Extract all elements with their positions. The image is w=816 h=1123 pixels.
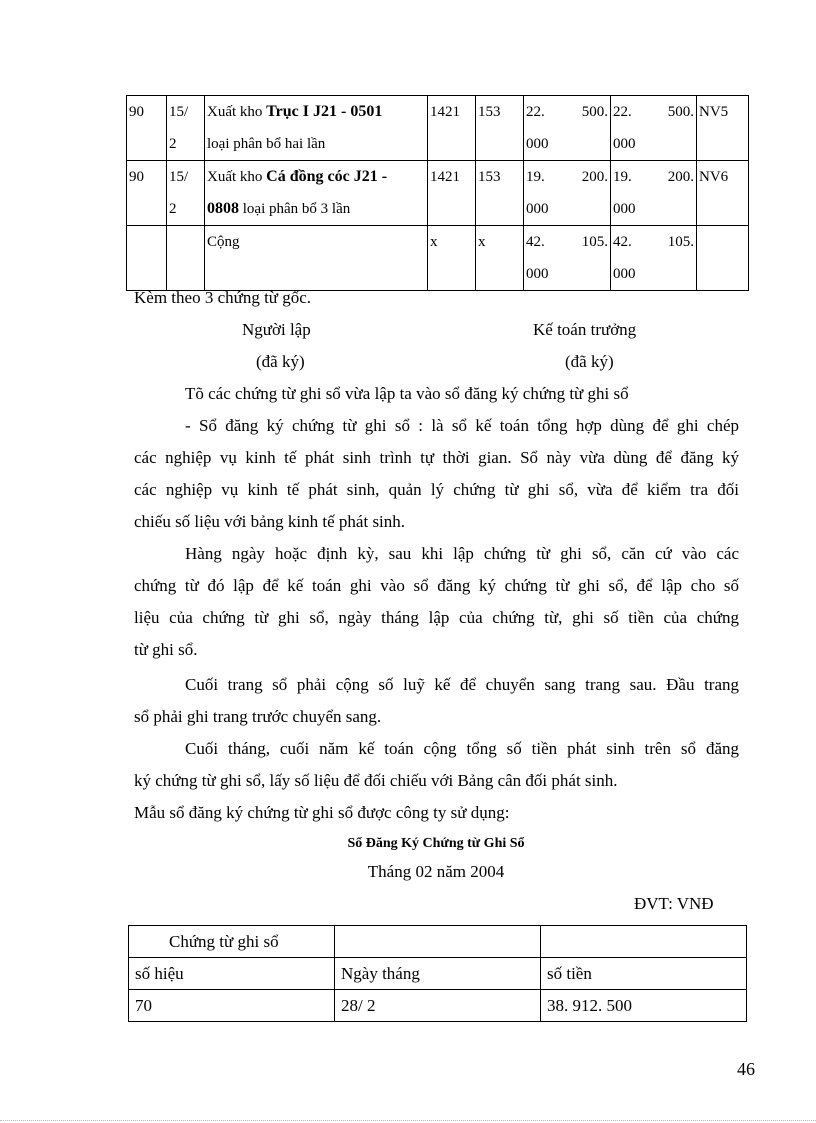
table-row — [129, 990, 747, 1022]
description: Xuất kho Cá đồng cóc J21 - 0808 loại phân bổ 3 lần — [205, 161, 428, 226]
amount: 22. 500. 000 — [611, 96, 697, 161]
debit-account: x — [428, 226, 476, 291]
column-header: số hiệu — [129, 958, 335, 990]
amount: 42. 105. 000 — [611, 226, 697, 291]
voucher-number — [127, 226, 167, 291]
preparer-title: Người lập — [242, 320, 311, 339]
table-row — [129, 926, 747, 958]
paragraph-line: ký chứng từ ghi sổ, lấy số liệu để đối chiếu với Bảng cân đối phát sinh. — [134, 771, 618, 790]
paragraph-line: từ ghi sổ. — [134, 640, 198, 659]
paragraph-line: chiếu số liệu với bảng kinh tế phát sinh. — [134, 512, 406, 531]
credit-account: 153 — [476, 96, 524, 161]
voucher-table — [126, 95, 749, 291]
chief-accountant-signed: (đã ký) — [565, 352, 614, 371]
table-row: 90 15/ 2 Xuất kho Trục I J21 - 0501 loại phân bổ hai lần 1421 153 22. 500. 000 22. 500. 000 NV5 — [127, 96, 749, 161]
paragraph-line: chứng từ đó lập để kế toán ghi vào sổ đăng ký chứng từ ghi sổ, để lập cho số — [134, 576, 739, 595]
paragraph-line: Cuối trang sổ phải cộng số luỹ kế để chuyển sang trang sau. Đầu trang — [185, 675, 739, 694]
paragraph-line: các nghiệp vụ kinh tế phát sinh, quản lý chứng từ ghi sổ, vừa để kiểm tra đối — [134, 480, 739, 499]
voucher-date: 15/ — [169, 169, 189, 185]
currency-unit: ĐVT: VNĐ — [634, 894, 714, 913]
chief-accountant-title: Kế toán trưởng — [533, 320, 637, 339]
column-header: số tiền — [541, 958, 747, 990]
table-cell: 28/ 2 — [335, 990, 541, 1022]
paragraph-line: liệu của chứng từ ghi sổ, ngày tháng lập của chứng từ, ghi số tiền của chứng — [134, 608, 739, 627]
note: NV5 — [697, 96, 749, 161]
paragraph: Mẫu sổ đăng ký chứng từ ghi sổ được công ty sử dụng: — [134, 803, 510, 822]
column-header: Ngày tháng — [335, 958, 541, 990]
form-month: Tháng 02 năm 2004 — [367, 862, 505, 881]
note: NV6 — [697, 161, 749, 226]
register-table — [128, 925, 747, 1022]
voucher-number: 90 — [127, 96, 167, 161]
group-header: Chứng từ ghi sổ — [129, 926, 335, 958]
form-title: Sổ Đăng Ký Chứng từ Ghi Sổ — [347, 836, 525, 851]
table-row — [129, 958, 747, 990]
amount: 22. 500. 000 — [524, 96, 611, 161]
amount: 42. 105. 000 — [524, 226, 611, 291]
page-divider — [0, 1120, 816, 1121]
credit-account: x — [476, 226, 524, 291]
paragraph-line: Cuối tháng, cuối năm kế toán cộng tổng số tiền phát sinh trên sổ đăng — [185, 739, 739, 758]
page-number: 46 — [737, 1059, 755, 1079]
paragraph-line: - Sổ đăng ký chứng từ ghi sổ : là sổ kế toán tổng hợp dùng để ghi chép — [185, 416, 739, 435]
debit-account: 1421 — [428, 161, 476, 226]
description: Xuất kho Trục I J21 - 0501 loại phân bổ hai lần — [205, 96, 428, 161]
voucher-number: 90 — [127, 161, 167, 226]
debit-account: 1421 — [428, 96, 476, 161]
paragraph-line: sổ phải ghi trang trước chuyển sang. — [134, 707, 382, 726]
table-row: 90 15/ 2 Xuất kho Cá đồng cóc J21 - 0808 loại phân bổ 3 lần 1421 153 19. 200. 000 19. 200. 000 NV6 — [127, 161, 749, 226]
description: Cộng — [205, 226, 428, 291]
amount: 19. 200. 000 — [611, 161, 697, 226]
table-cell: 70 — [129, 990, 335, 1022]
preparer-signed: (đã ký) — [256, 352, 305, 371]
paragraph-line: các nghiệp vụ kinh tế phát sinh trình tự thời gian. Sổ này vừa dùng để đăng ký — [134, 448, 739, 467]
table-row — [127, 226, 749, 291]
paragraph: Tõ các chứng từ ghi sổ vừa lập ta vào sổ đăng ký chứng từ ghi sổ — [185, 384, 629, 403]
attachment-note: Kèm theo 3 chứng từ gốc. — [134, 288, 312, 307]
table-cell: 38. 912. 500 — [541, 990, 747, 1022]
note — [697, 226, 749, 291]
paragraph-line: Hàng ngày hoặc định kỳ, sau khi lập chứng từ ghi sổ, căn cứ vào các — [185, 544, 739, 563]
amount: 19. 200. 000 — [524, 161, 611, 226]
voucher-date: 15/ — [169, 104, 189, 120]
credit-account: 153 — [476, 161, 524, 226]
